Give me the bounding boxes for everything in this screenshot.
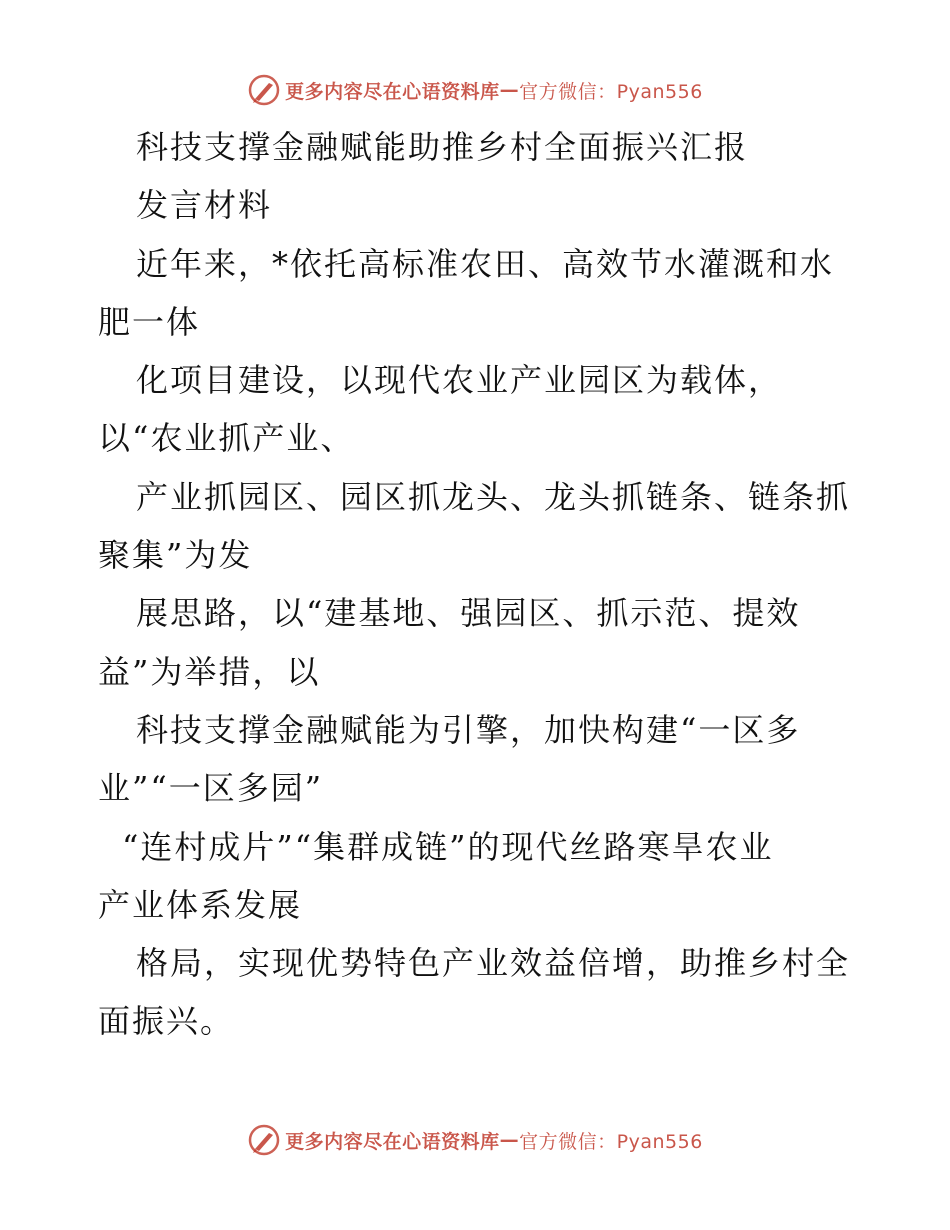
paragraph-line: 格局，实现优势特色产业效益倍增，助推乡村全 — [136, 944, 851, 983]
watermark-separator: — — [499, 79, 520, 101]
paragraph-line: 肥一体 — [98, 302, 201, 341]
watermark-wechat: 官方微信：Pyan556 — [519, 1130, 703, 1153]
watermark-text: 更多内容尽在心语资料库 — [285, 1130, 500, 1153]
paragraph-line: 聚集”为发 — [98, 536, 253, 575]
paragraph-line: 产业体系发展 — [98, 885, 303, 924]
paragraph-line: “连村成片”“集群成链”的现代丝路寒旱农业 — [122, 827, 774, 866]
paragraph-line: 近年来，*依托高标准农田、高效节水灌溉和水 — [136, 244, 835, 283]
watermark-banner-top — [0, 70, 950, 110]
paragraph-line: 科技支撑金融赋能为引擎，加快构建“一区多 — [136, 710, 801, 749]
paragraph-line: 以“农业抓产业、 — [98, 419, 355, 458]
paragraph-line: 化项目建设，以现代农业产业园区为载体， — [136, 361, 783, 400]
document-body — [98, 118, 858, 1051]
pen-logo-icon — [247, 1123, 281, 1157]
paragraph-line: 展思路，以“建基地、强园区、抓示范、提效 — [136, 594, 801, 633]
watermark-separator: — — [499, 1129, 520, 1151]
pen-logo-icon — [247, 73, 281, 107]
paragraph-line: 产业抓园区、园区抓龙头、龙头抓链条、链条抓 — [136, 477, 851, 516]
doc-title-line-2: 发言材料 — [136, 186, 273, 225]
paragraph-line: 业”“一区多园” — [98, 769, 324, 808]
paragraph-line: 面振兴。 — [98, 1002, 235, 1041]
watermark-banner-bottom — [0, 1120, 950, 1160]
doc-title-line-1: 科技支撑金融赋能助推乡村全面振兴汇报 — [136, 128, 749, 166]
watermark-wechat: 官方微信：Pyan556 — [519, 80, 703, 103]
watermark-text: 更多内容尽在心语资料库 — [285, 80, 500, 103]
paragraph-line: 益”为举措，以 — [98, 652, 321, 691]
